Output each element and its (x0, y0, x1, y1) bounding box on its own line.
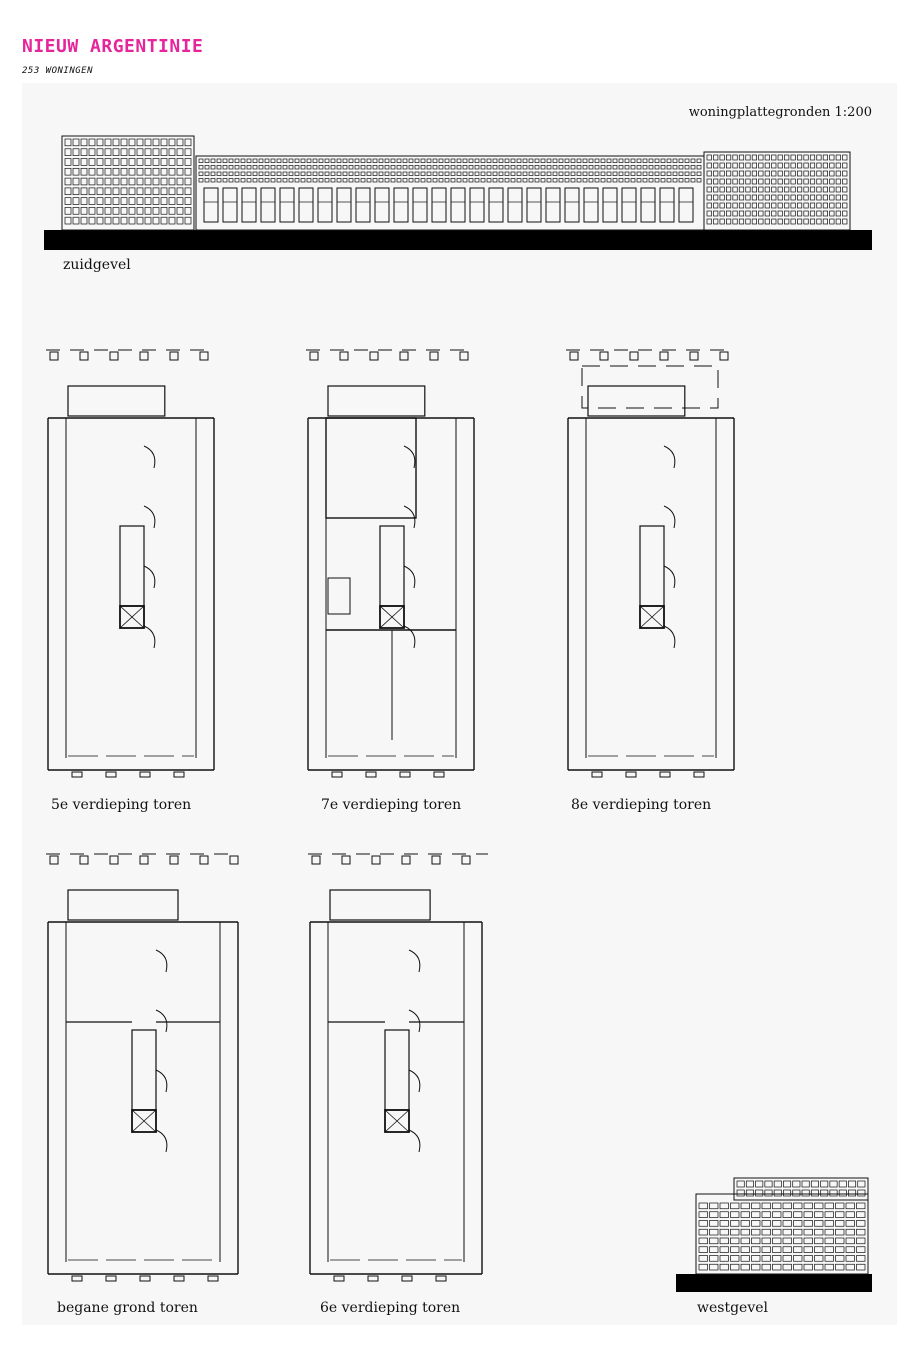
plan-6e-label: 6e verdieping toren (320, 1300, 461, 1316)
plan-8e-label: 8e verdieping toren (571, 797, 712, 813)
west-elevation-label: westgevel (697, 1300, 768, 1316)
south-elevation-label: zuidgevel (63, 257, 131, 273)
scale-note: woningplattegronden 1:200 (688, 105, 872, 120)
plan-7e-label: 7e verdieping toren (321, 797, 462, 813)
plan-5e-label: 5e verdieping toren (51, 797, 192, 813)
plan-8e-drawing (564, 346, 740, 792)
plan-6e-drawing (306, 850, 488, 1296)
plan-5e-drawing (44, 346, 220, 792)
west-elevation-drawing (676, 1176, 872, 1294)
plan-ground-drawing (44, 850, 244, 1296)
page-title: NIEUW ARGENTINIE (22, 36, 204, 57)
plan-7e-drawing (304, 346, 480, 792)
page-subtitle: 253 WONINGEN (22, 66, 94, 76)
plan-ground-label: begane grond toren (57, 1300, 198, 1316)
south-elevation-drawing (44, 130, 872, 252)
